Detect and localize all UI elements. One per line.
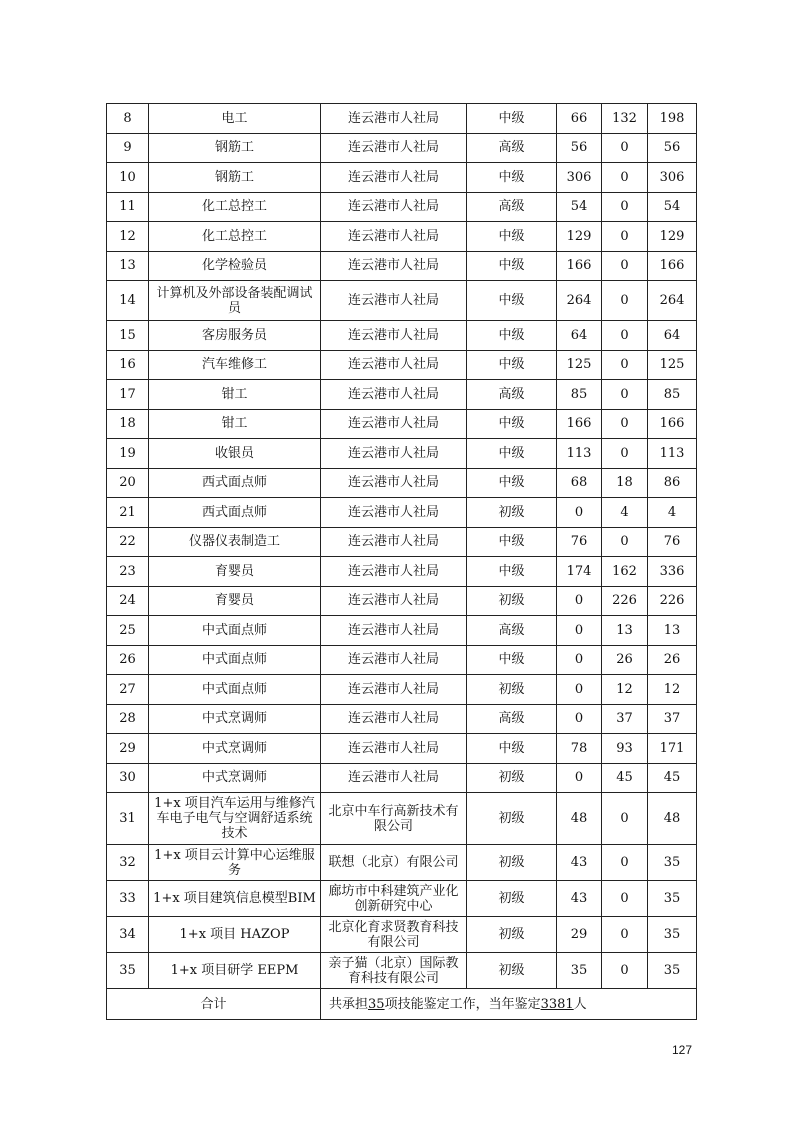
count-a-cell: 48: [557, 793, 602, 845]
level-cell: 初级: [467, 953, 557, 989]
level-cell: 高级: [467, 704, 557, 734]
total-cell: 336: [648, 557, 697, 587]
row-number-cell: 11: [107, 192, 149, 222]
count-b-cell: 0: [602, 321, 648, 351]
total-cell: 35: [648, 953, 697, 989]
total-cell: 26: [648, 645, 697, 675]
count-b-cell: 132: [602, 104, 648, 134]
count-b-cell: 226: [602, 586, 648, 616]
occupation-name-cell: 中式面点师: [149, 616, 321, 646]
total-cell: 171: [648, 734, 697, 764]
table-row: [107, 645, 697, 675]
level-cell: 初级: [467, 845, 557, 881]
appraisal-org-cell: 连云港市人社局: [321, 192, 467, 222]
count-b-cell: 0: [602, 133, 648, 163]
count-a-cell: 166: [557, 251, 602, 281]
row-number-cell: 28: [107, 704, 149, 734]
count-b-cell: 0: [602, 953, 648, 989]
count-b-cell: 12: [602, 675, 648, 705]
count-a-cell: 85: [557, 380, 602, 410]
table-row: [107, 192, 697, 222]
table-row: [107, 222, 697, 252]
row-number-cell: 10: [107, 163, 149, 193]
level-cell: 初级: [467, 917, 557, 953]
table-row: [107, 409, 697, 439]
level-cell: 中级: [467, 468, 557, 498]
appraisal-org-cell: 连云港市人社局: [321, 409, 467, 439]
appraisal-org-cell: 连云港市人社局: [321, 251, 467, 281]
occupation-name-cell: 钢筋工: [149, 133, 321, 163]
row-number-cell: 9: [107, 133, 149, 163]
count-a-cell: 76: [557, 527, 602, 557]
count-a-cell: 264: [557, 281, 602, 321]
total-cell: 86: [648, 468, 697, 498]
total-cell: 13: [648, 616, 697, 646]
occupation-name-cell: 钳工: [149, 380, 321, 410]
appraisal-org-cell: 廊坊市中科建筑产业化创新研究中心: [321, 881, 467, 917]
count-a-cell: 125: [557, 350, 602, 380]
row-number-cell: 26: [107, 645, 149, 675]
occupation-name-cell: 西式面点师: [149, 498, 321, 528]
count-a-cell: 0: [557, 675, 602, 705]
appraisal-org-cell: 连云港市人社局: [321, 763, 467, 793]
level-cell: 中级: [467, 251, 557, 281]
occupation-name-cell: 1+x 项目云计算中心运维服务: [149, 845, 321, 881]
occupation-name-cell: 中式烹调师: [149, 763, 321, 793]
occupation-name-cell: 化工总控工: [149, 192, 321, 222]
summary-projects: 35: [368, 996, 385, 1012]
count-b-cell: 18: [602, 468, 648, 498]
count-b-cell: 0: [602, 222, 648, 252]
row-number-cell: 27: [107, 675, 149, 705]
row-number-cell: 16: [107, 350, 149, 380]
occupation-name-cell: 育婴员: [149, 586, 321, 616]
row-number-cell: 21: [107, 498, 149, 528]
total-cell: 166: [648, 409, 697, 439]
occupation-name-cell: 收银员: [149, 439, 321, 469]
row-number-cell: 32: [107, 845, 149, 881]
count-a-cell: 0: [557, 704, 602, 734]
total-cell: 76: [648, 527, 697, 557]
total-cell: 54: [648, 192, 697, 222]
count-b-cell: 0: [602, 881, 648, 917]
occupation-name-cell: 育婴员: [149, 557, 321, 587]
table-row: [107, 763, 697, 793]
level-cell: 初级: [467, 881, 557, 917]
level-cell: 中级: [467, 281, 557, 321]
appraisal-org-cell: 连云港市人社局: [321, 350, 467, 380]
count-a-cell: 0: [557, 645, 602, 675]
occupation-name-cell: 化学检验员: [149, 251, 321, 281]
count-b-cell: 0: [602, 917, 648, 953]
row-number-cell: 24: [107, 586, 149, 616]
row-number-cell: 8: [107, 104, 149, 134]
table-row: [107, 321, 697, 351]
occupation-name-cell: 钳工: [149, 409, 321, 439]
count-b-cell: 0: [602, 439, 648, 469]
summary-people: 3381: [540, 996, 574, 1012]
row-number-cell: 13: [107, 251, 149, 281]
total-cell: 129: [648, 222, 697, 252]
occupation-name-cell: 1+x 项目 HAZOP: [149, 917, 321, 953]
occupation-name-cell: 西式面点师: [149, 468, 321, 498]
count-b-cell: 0: [602, 527, 648, 557]
count-a-cell: 68: [557, 468, 602, 498]
count-a-cell: 78: [557, 734, 602, 764]
table-body: [107, 104, 697, 1020]
level-cell: 中级: [467, 104, 557, 134]
total-cell: 125: [648, 350, 697, 380]
appraisal-org-cell: 连云港市人社局: [321, 468, 467, 498]
total-cell: 45: [648, 763, 697, 793]
level-cell: 初级: [467, 586, 557, 616]
count-a-cell: 0: [557, 586, 602, 616]
table-row: [107, 953, 697, 989]
appraisal-org-cell: 连云港市人社局: [321, 734, 467, 764]
table-row: [107, 704, 697, 734]
occupation-name-cell: 计算机及外部设备装配调试员: [149, 281, 321, 321]
level-cell: 高级: [467, 380, 557, 410]
occupation-name-cell: 中式烹调师: [149, 734, 321, 764]
total-cell: 306: [648, 163, 697, 193]
total-cell: 56: [648, 133, 697, 163]
occupation-name-cell: 1+x 项目汽车运用与维修汽车电子电气与空调舒适系统技术: [149, 793, 321, 845]
total-cell: 4: [648, 498, 697, 528]
page-number: 127: [672, 1043, 693, 1057]
level-cell: 中级: [467, 645, 557, 675]
count-a-cell: 0: [557, 498, 602, 528]
count-b-cell: 0: [602, 163, 648, 193]
total-cell: 198: [648, 104, 697, 134]
level-cell: 中级: [467, 222, 557, 252]
total-cell: 37: [648, 704, 697, 734]
table-row: [107, 163, 697, 193]
row-number-cell: 14: [107, 281, 149, 321]
row-number-cell: 29: [107, 734, 149, 764]
summary-text: [321, 989, 697, 1020]
level-cell: 高级: [467, 616, 557, 646]
count-a-cell: 64: [557, 321, 602, 351]
row-number-cell: 25: [107, 616, 149, 646]
row-number-cell: 22: [107, 527, 149, 557]
count-b-cell: 0: [602, 350, 648, 380]
count-b-cell: 0: [602, 409, 648, 439]
level-cell: 中级: [467, 409, 557, 439]
table-row: [107, 557, 697, 587]
row-number-cell: 23: [107, 557, 149, 587]
appraisal-org-cell: 亲子猫（北京）国际教育科技有限公司: [321, 953, 467, 989]
appraisal-org-cell: 连云港市人社局: [321, 439, 467, 469]
count-b-cell: 4: [602, 498, 648, 528]
table-row: [107, 586, 697, 616]
appraisal-org-cell: 北京中车行高新技术有限公司: [321, 793, 467, 845]
count-b-cell: 93: [602, 734, 648, 764]
level-cell: 初级: [467, 498, 557, 528]
count-a-cell: 129: [557, 222, 602, 252]
total-cell: 12: [648, 675, 697, 705]
appraisal-org-cell: 连云港市人社局: [321, 675, 467, 705]
occupation-name-cell: 汽车维修工: [149, 350, 321, 380]
appraisal-org-cell: 联想（北京）有限公司: [321, 845, 467, 881]
occupation-name-cell: 中式烹调师: [149, 704, 321, 734]
level-cell: 中级: [467, 439, 557, 469]
count-b-cell: 26: [602, 645, 648, 675]
occupation-name-cell: 1+x 项目建筑信息模型BIM: [149, 881, 321, 917]
table-row: [107, 616, 697, 646]
summary-middle: 项技能鉴定工作，当年鉴定: [384, 996, 541, 1012]
table-row: [107, 439, 697, 469]
count-a-cell: 56: [557, 133, 602, 163]
table-row: [107, 380, 697, 410]
appraisal-org-cell: 连云港市人社局: [321, 557, 467, 587]
row-number-cell: 31: [107, 793, 149, 845]
level-cell: 中级: [467, 527, 557, 557]
level-cell: 中级: [467, 321, 557, 351]
occupation-name-cell: 电工: [149, 104, 321, 134]
total-cell: 48: [648, 793, 697, 845]
count-b-cell: 0: [602, 192, 648, 222]
table-row: [107, 881, 697, 917]
count-b-cell: 162: [602, 557, 648, 587]
row-number-cell: 35: [107, 953, 149, 989]
table-row: [107, 251, 697, 281]
total-cell: 264: [648, 281, 697, 321]
count-a-cell: 0: [557, 616, 602, 646]
occupation-name-cell: 1+x 项目研学 EEPM: [149, 953, 321, 989]
skill-appraisal-table: [106, 103, 697, 1020]
table-row: [107, 845, 697, 881]
row-number-cell: 12: [107, 222, 149, 252]
count-b-cell: 45: [602, 763, 648, 793]
summary-prefix: 共承担: [329, 996, 369, 1012]
appraisal-org-cell: 连云港市人社局: [321, 163, 467, 193]
total-cell: 166: [648, 251, 697, 281]
appraisal-org-cell: 连云港市人社局: [321, 104, 467, 134]
count-a-cell: 43: [557, 845, 602, 881]
level-cell: 中级: [467, 163, 557, 193]
count-b-cell: 0: [602, 380, 648, 410]
row-number-cell: 17: [107, 380, 149, 410]
appraisal-org-cell: 连云港市人社局: [321, 222, 467, 252]
occupation-name-cell: 仪器仪表制造工: [149, 527, 321, 557]
total-cell: 35: [648, 917, 697, 953]
appraisal-org-cell: 连云港市人社局: [321, 586, 467, 616]
level-cell: 中级: [467, 557, 557, 587]
level-cell: 初级: [467, 793, 557, 845]
count-a-cell: 166: [557, 409, 602, 439]
summary-label: 合计: [107, 989, 321, 1020]
table-row: [107, 917, 697, 953]
total-cell: 35: [648, 881, 697, 917]
occupation-name-cell: 钢筋工: [149, 163, 321, 193]
level-cell: 高级: [467, 133, 557, 163]
count-b-cell: 0: [602, 281, 648, 321]
row-number-cell: 20: [107, 468, 149, 498]
appraisal-org-cell: 连云港市人社局: [321, 704, 467, 734]
count-a-cell: 43: [557, 881, 602, 917]
appraisal-org-cell: 连云港市人社局: [321, 321, 467, 351]
count-a-cell: 306: [557, 163, 602, 193]
occupation-name-cell: 中式面点师: [149, 675, 321, 705]
count-a-cell: 66: [557, 104, 602, 134]
table-row: [107, 498, 697, 528]
count-a-cell: 29: [557, 917, 602, 953]
table-row: [107, 527, 697, 557]
appraisal-org-cell: 北京化育求贤教育科技有限公司: [321, 917, 467, 953]
appraisal-org-cell: 连云港市人社局: [321, 645, 467, 675]
count-a-cell: 35: [557, 953, 602, 989]
table-row: [107, 104, 697, 134]
appraisal-org-cell: 连云港市人社局: [321, 616, 467, 646]
count-b-cell: 13: [602, 616, 648, 646]
level-cell: 高级: [467, 192, 557, 222]
count-a-cell: 0: [557, 763, 602, 793]
row-number-cell: 18: [107, 409, 149, 439]
summary-suffix: 人: [573, 996, 587, 1012]
table-row: [107, 350, 697, 380]
occupation-name-cell: 中式面点师: [149, 645, 321, 675]
total-cell: 113: [648, 439, 697, 469]
level-cell: 中级: [467, 734, 557, 764]
table-row: [107, 734, 697, 764]
level-cell: 初级: [467, 675, 557, 705]
level-cell: 初级: [467, 763, 557, 793]
appraisal-org-cell: 连云港市人社局: [321, 527, 467, 557]
row-number-cell: 19: [107, 439, 149, 469]
total-cell: 226: [648, 586, 697, 616]
occupation-name-cell: 客房服务员: [149, 321, 321, 351]
table-row: [107, 793, 697, 845]
total-cell: 85: [648, 380, 697, 410]
count-b-cell: 0: [602, 251, 648, 281]
row-number-cell: 30: [107, 763, 149, 793]
row-number-cell: 33: [107, 881, 149, 917]
count-a-cell: 174: [557, 557, 602, 587]
count-a-cell: 113: [557, 439, 602, 469]
count-a-cell: 54: [557, 192, 602, 222]
table-row: [107, 133, 697, 163]
level-cell: 中级: [467, 350, 557, 380]
summary-row: [107, 989, 697, 1020]
table-row: [107, 675, 697, 705]
row-number-cell: 34: [107, 917, 149, 953]
appraisal-org-cell: 连云港市人社局: [321, 498, 467, 528]
appraisal-org-cell: 连云港市人社局: [321, 281, 467, 321]
appraisal-org-cell: 连云港市人社局: [321, 133, 467, 163]
count-b-cell: 0: [602, 793, 648, 845]
table-row: [107, 468, 697, 498]
total-cell: 35: [648, 845, 697, 881]
count-b-cell: 0: [602, 845, 648, 881]
appraisal-org-cell: 连云港市人社局: [321, 380, 467, 410]
total-cell: 64: [648, 321, 697, 351]
occupation-name-cell: 化工总控工: [149, 222, 321, 252]
count-b-cell: 37: [602, 704, 648, 734]
table-row: [107, 281, 697, 321]
row-number-cell: 15: [107, 321, 149, 351]
